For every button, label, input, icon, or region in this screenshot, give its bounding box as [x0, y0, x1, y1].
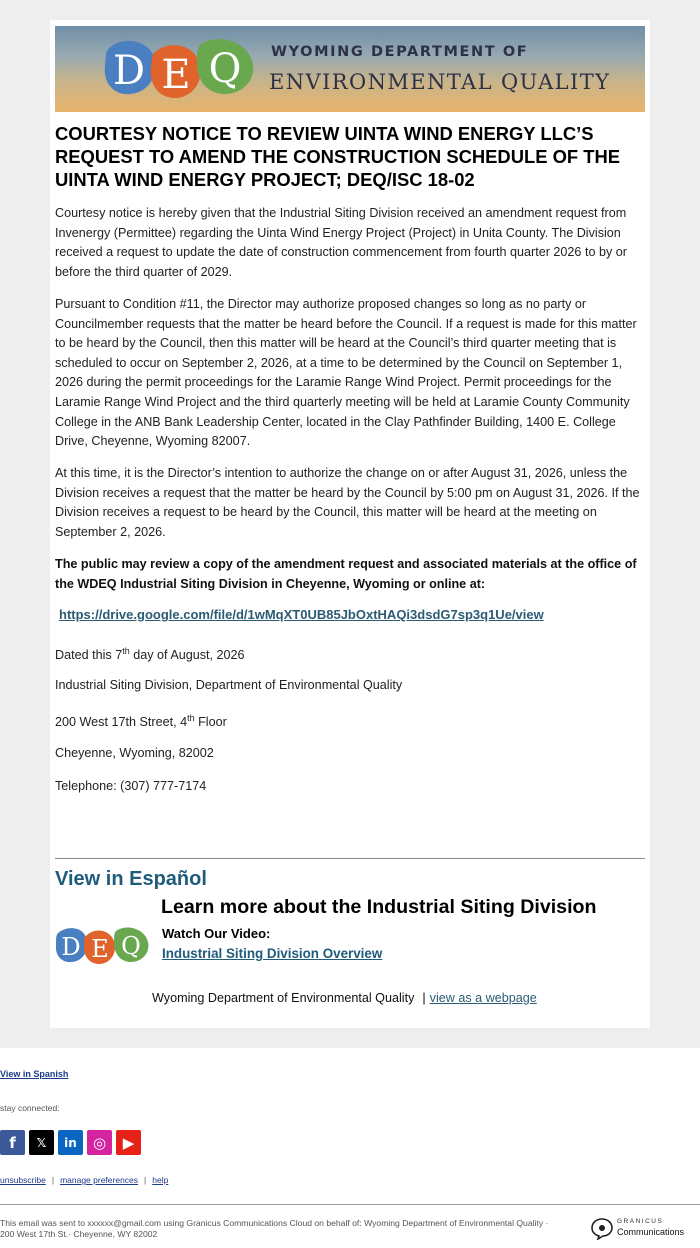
- city-line: Cheyenne, Wyoming, 82002: [55, 746, 214, 760]
- manage-preferences-link[interactable]: manage preferences: [60, 1175, 139, 1185]
- notice-paragraph-1: Courtesy notice is hereby given that the Industrial Siting Division received an amendment request from Invenergy (Permittee) regarding the Uinta Wind Energy Project (Project) in Unita County. The Division received a request to update the date of construction commencement from fourth quarter 2026 to by or before the third quarter of 2029.: [55, 206, 627, 279]
- notice-title: COURTESY NOTICE TO REVIEW UINTA WIND ENERGY LLC’S REQUEST TO AMEND THE CONSTRUCTION SCHEDULE OF THE UINTA WIND ENERGY PROJECT; DEQ/ISC 18-02: [55, 123, 621, 190]
- address-sup: th: [187, 713, 195, 723]
- watch-video-label: Watch Our Video:: [162, 926, 271, 941]
- document-link[interactable]: https://drive.google.com/file/d/1wMqXT0UB85JbOxtHAQi3dsdG7sp3q1Ue/view: [59, 607, 544, 622]
- video-link[interactable]: Industrial Siting Division Overview: [162, 946, 383, 961]
- pipe-separator: |: [144, 1175, 147, 1185]
- footer-divider: [0, 1204, 700, 1205]
- email-card: [50, 20, 650, 1028]
- view-as-webpage-link[interactable]: view as a webpage: [429, 991, 537, 1005]
- logo-letter-q: Q: [208, 46, 242, 92]
- section-divider: [55, 858, 645, 859]
- address-suffix: Floor: [194, 715, 227, 730]
- logo-letter-e: E: [161, 52, 191, 98]
- preference-links: [0, 1175, 168, 1185]
- instagram-icon[interactable]: ◎: [87, 1130, 112, 1155]
- dated-line: [55, 642, 245, 664]
- deq-logo: [101, 32, 261, 106]
- youtube-icon[interactable]: ▶: [116, 1130, 141, 1155]
- unsubscribe-link[interactable]: unsubscribe: [0, 1175, 46, 1185]
- dated-prefix: Dated this 7: [55, 648, 123, 663]
- granicus-brand-bottom: Communications: [617, 1227, 685, 1237]
- footer-separator: |: [422, 991, 426, 1005]
- division-line: Industrial Siting Division, Department of Environmental Quality: [55, 678, 403, 692]
- notice-paragraph-3: At this time, it is the Director’s intention to authorize the change on or after August 31, 2026, unless the Division receives a request that the matter be heard by the Council by 5:00 pm on August 31, 2026. If the Division receives a request to be heard by the Council, this matter will be heard at the meeting on September 2, 2026.: [55, 466, 640, 539]
- logo-letter-d: D: [112, 48, 146, 94]
- banner-org-line2: ENVIRONMENTAL QUALITY: [269, 70, 611, 94]
- help-link[interactable]: help: [152, 1175, 169, 1185]
- granicus-brand-top: GRANICUS: [617, 1218, 664, 1225]
- dated-suffix: day of August, 2026: [129, 648, 245, 663]
- sent-to-text: This email was sent to xxxxxx@gmail.com using Granicus Communications Cloud on behalf of: Wyoming Department of Environmental Quality · 200 West 17th St.· Cheyenne, WY 82002: [0, 1218, 549, 1239]
- deq-small-logo: [54, 923, 152, 967]
- small-logo-letter-e: E: [91, 935, 109, 963]
- small-logo-letter-q: Q: [121, 932, 141, 960]
- linkedin-icon[interactable]: in: [58, 1130, 83, 1155]
- banner-org-line1: WYOMING DEPARTMENT OF: [271, 44, 529, 60]
- small-logo-letter-d: D: [61, 933, 81, 961]
- address-line: [55, 709, 227, 731]
- view-in-espanol-link[interactable]: View in Español: [55, 868, 207, 890]
- telephone-line: Telephone: (307) 777-7174: [55, 779, 207, 793]
- notice-paragraph-2: Pursuant to Condition #11, the Director may authorize proposed changes so long as no party or Councilmember requests that the matter be heard before the Council. If a request is made for this matter to be heard by the Council, then this matter will be heard at the Council’s third quarter meeting that is scheduled to occur on September 2, 2026, at a time to be determined by the Council on September 1, 2026 during the permit proceedings for the Laramie Range Wind Project. Permit proceedings for the Laramie Range Wind Project and the third quarterly meeting will be held at Laramie County Community College in the ANB Bank Leadership Center, located in the Clay Pathfinder Building, 1400 E. College Drive, Cheyenne, Wyoming 82007.: [55, 297, 637, 449]
- facebook-icon[interactable]: f: [0, 1130, 25, 1155]
- pipe-separator: |: [51, 1175, 55, 1185]
- view-in-spanish-link[interactable]: View in Spanish: [0, 1069, 69, 1079]
- card-footer: [152, 991, 537, 1005]
- footer-org: Wyoming Department of Environmental Quality: [152, 991, 415, 1005]
- x-icon[interactable]: 𝕏: [29, 1130, 54, 1155]
- address-prefix: 200 West 17th Street, 4: [55, 715, 188, 730]
- notice-paragraph-public: The public may review a copy of the amendment request and associated materials at the office of the WDEQ Industrial Siting Division in Cheyenne, Wyoming or online at:: [55, 557, 637, 591]
- dated-sup: th: [122, 646, 130, 656]
- stay-connected-label: stay connected:: [0, 1103, 60, 1113]
- granicus-mark-icon: [590, 1216, 614, 1240]
- deq-banner: [55, 26, 645, 112]
- learn-more-heading: Learn more about the Industrial Siting Division: [161, 896, 597, 918]
